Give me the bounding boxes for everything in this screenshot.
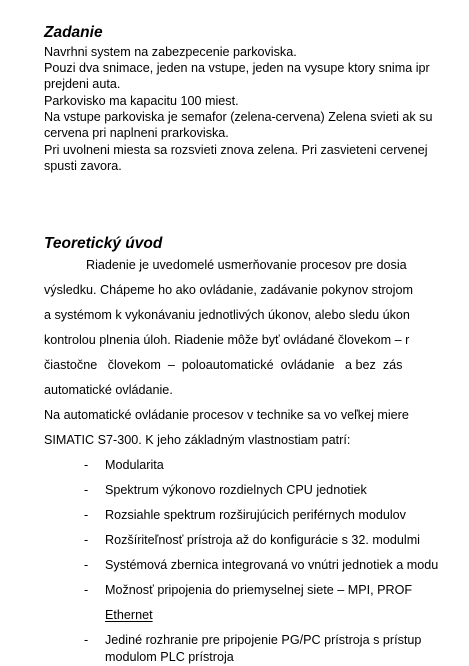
zadanie-line: Pri uvolneni miesta sa rozsvieti znova zelena. Pri zasvieteni cervenej (44, 143, 428, 157)
uvod-paragraph-line: Riadenie je uvedomelé usmerňovanie procesov pre dosia (86, 258, 407, 272)
bullet-item: Spektrum výkonovo rozdielnych CPU jednotiek (105, 483, 367, 497)
uvod-paragraph-line: Na automatické ovládanie procesov v technike sa vo veľkej miere (44, 408, 409, 422)
zadanie-line: Na vstupe parkoviska je semafor (zelena-cervena) Zelena svieti ak su (44, 110, 433, 124)
bullet-item: Modularita (105, 458, 164, 472)
bullet-dash: - (84, 483, 89, 497)
bullet-item: Možnosť pripojenia do priemyselnej siete – MPI, PROF (105, 583, 413, 597)
uvod-paragraph-line: SIMATIC S7-300. K jeho základným vlastnostiam patrí: (44, 433, 351, 447)
uvod-paragraph-line: automatické ovládanie. (44, 383, 173, 397)
bullet-item: Jediné rozhranie pre pripojenie PG/PC prístroja s prístup (105, 633, 422, 647)
bullet-dash: - (84, 508, 89, 522)
uvod-paragraph-line: čiastočne človekom – poloautomatické ovládanie a bez zás (44, 358, 403, 372)
bullet-dash: - (84, 558, 89, 572)
zadanie-heading: Zadanie (44, 24, 103, 41)
zadanie-line: cervena pri naplneni prarkoviska. (44, 126, 229, 140)
bullet-item-continuation: modulom PLC prístroja (105, 650, 234, 664)
zadanie-line: Parkovisko ma kapacitu 100 miest. (44, 94, 239, 108)
uvod-paragraph-line: výsledku. Chápeme ho ako ovládanie, zadávanie pokynov strojom (44, 283, 413, 297)
bullet-item: Rozsiahle spektrum rozširujúcich periférnych modulov (105, 508, 406, 522)
uvod-heading: Teoretický úvod (44, 235, 163, 252)
uvod-paragraph-line: kontrolou plnenia úloh. Riadenie môže byť ovládané človekom – r (44, 333, 410, 347)
bullet-dash: - (84, 633, 89, 647)
zadanie-line: prejdeni auta. (44, 77, 121, 91)
zadanie-line: Navrhni system na zabezpecenie parkoviska. (44, 45, 297, 59)
bullet-item: Systémová zbernica integrovaná vo vnútri jednotiek a modu (105, 558, 439, 572)
bullet-item-continuation: Ethernet (105, 608, 153, 622)
zadanie-line: spusti zavora. (44, 159, 122, 173)
bullet-dash: - (84, 583, 89, 597)
bullet-item: Rozšíriteľnosť prístroja až do konfigurácie s 32. modulmi (105, 533, 420, 547)
zadanie-line: Pouzi dva snimace, jeden na vstupe, jeden na vysupe ktory snima ipr (44, 61, 430, 75)
uvod-paragraph-line: a systémom k vykonávaniu jednotlivých úkonov, alebo sledu úkon (44, 308, 410, 322)
bullet-dash: - (84, 533, 89, 547)
bullet-dash: - (84, 458, 89, 472)
